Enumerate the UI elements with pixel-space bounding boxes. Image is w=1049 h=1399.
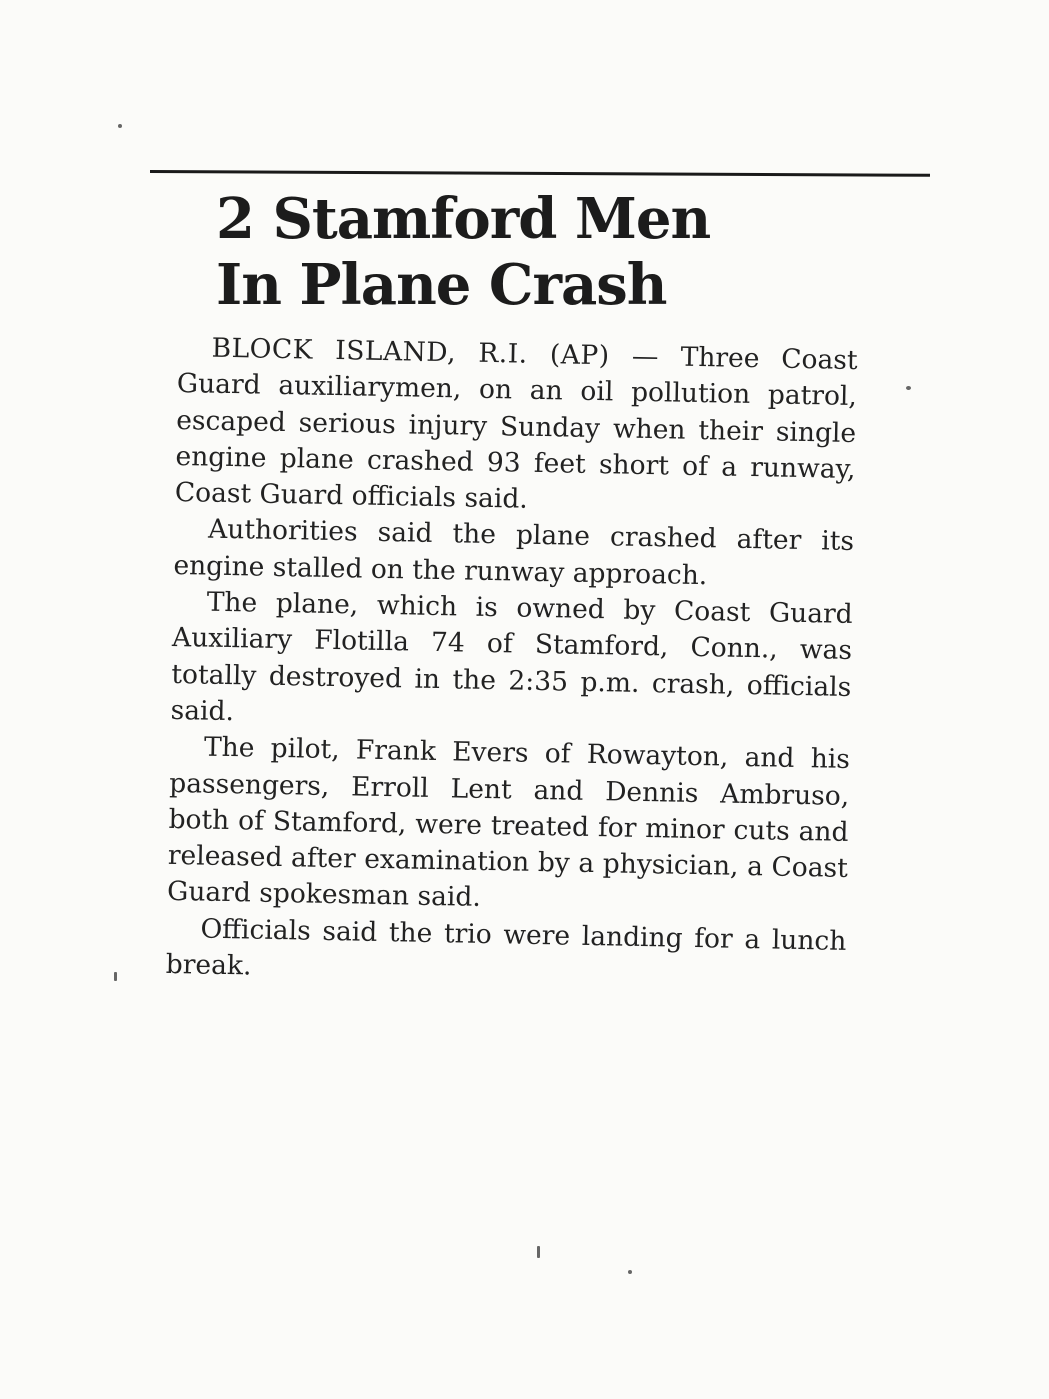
paper-speck bbox=[118, 124, 122, 128]
paragraph-4: The pilot, Frank Evers of Rowayton, and his passengers, Erroll Lent and Dennis Ambruso, both of Stamford, were treated for minor cuts and released after examination by a physician, a Coast Guard spokesman said. bbox=[166, 731, 851, 914]
paragraph-2: Authorities said the plane crashed after its engine stalled on the runway approach. bbox=[173, 514, 855, 591]
paper-speck bbox=[114, 972, 117, 981]
paper-speck bbox=[906, 386, 911, 390]
paper-speck bbox=[628, 1270, 632, 1274]
paragraph-3: The plane, which is owned by Coast Guard Auxiliary Flotilla 74 of Stamford, Conn., was totally destroyed in the 2:35 p.m. crash, officials said. bbox=[170, 586, 853, 728]
dateline: BLOCK ISLAND, R.I. (AP) — bbox=[211, 332, 660, 373]
top-rule bbox=[150, 170, 930, 177]
paragraph-1 bbox=[175, 330, 858, 525]
headline-line-2: In Plane Crash bbox=[216, 252, 667, 318]
paragraph-1-text: Three Coast Guard auxiliarymen, on an oil pollution patrol, escaped serious injury Sunday when their single engine plane crashed 93 feet short of a runway, Coast Guard officials said. bbox=[174, 341, 858, 515]
article-body bbox=[165, 330, 857, 996]
paragraph-5: Officials said the trio were landing for a lunch break. bbox=[165, 913, 847, 982]
headline-line-1: 2 Stamford Men bbox=[216, 186, 711, 252]
newspaper-clipping bbox=[150, 170, 930, 1200]
headline bbox=[216, 186, 710, 318]
paper-speck bbox=[537, 1246, 540, 1258]
